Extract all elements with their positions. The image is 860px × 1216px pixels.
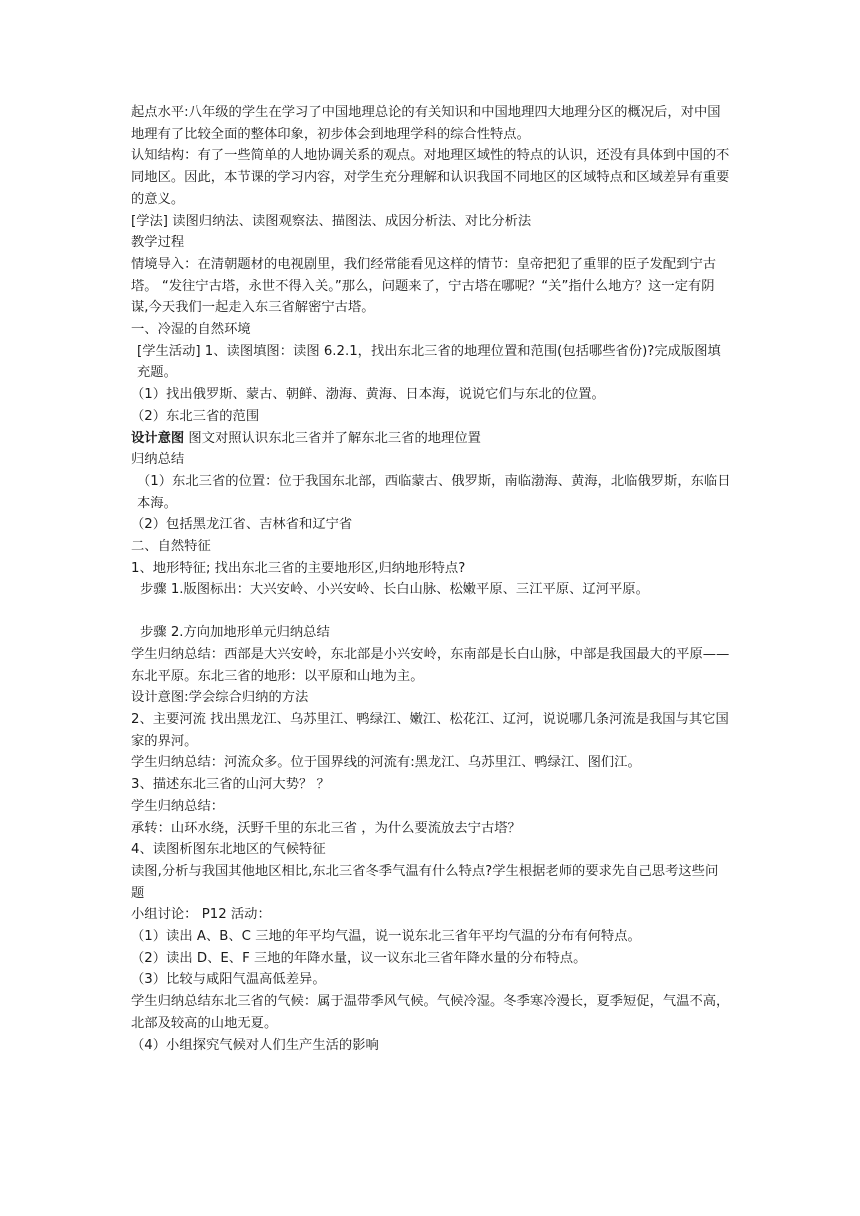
design-intent-text: 图文对照认识东北三省并了解东北三省的地理位置 (188, 430, 481, 446)
paragraph-rivers-summary: 学生归纳总结：河流众多。位于国界线的河流有:黑龙江、乌苏里江、鸭绿江、图们江。 (131, 755, 641, 771)
list-item-2: （2）东北三省的范围 (131, 408, 260, 424)
document-body (131, 102, 731, 1056)
section-heading-1: 一、冷湿的自然环境 (131, 322, 251, 338)
paragraph-climate-summary: 学生归纳总结东北三省的气候：属于温带季风气候。气候冷湿。冬季寒冷漫长，夏季短促，气温不高，北部及较高的山地无夏。 (131, 994, 730, 1031)
paragraph-student-activity: [学生活动] 1、读图填图：读图 6.2.1，找出东北三省的地理位置和范围(包括哪些省份)?完成版图填充题。 (137, 343, 721, 381)
paragraph-scene-intro: 情境导入：在清朝题材的电视剧里，我们经常能看见这样的情节：皇帝把犯了重罪的臣子发配到宁古塔。 “发往宁古塔，永世不得入关。”那么，问题来了，宁古塔在哪呢？“关”指什么地方？这一定有阴谋,今天我们一起走入东三省解密宁古塔。 (131, 256, 717, 316)
paragraph-cognitive-structure: 认知结构：有了一些简单的人地协调关系的观点。对地理区域性的特点的认识，还没有具体到中国的不同地区。因此，本节课的学习内容，对学生充分理解和认识我国不同地区的区域特点和区域差异有重要的意义。 (131, 148, 730, 207)
paragraph-transition: 承转：山环水绕，沃野千里的东北三省 ，为什么要流放去宁古塔？ (131, 820, 521, 836)
paragraph-design-intent-2: 设计意图:学会综合归纳的方法 (131, 690, 309, 706)
discussion-item-2: （2）读出 D、E、F 三地的年降水量，议一议东北三省年降水量的分布特点。 (131, 950, 587, 966)
paragraph-group-discussion: 小组讨论： P12 活动： (131, 907, 271, 923)
paragraph-climate-heading: 4、读图析图东北地区的气候特征 (131, 842, 326, 858)
section-heading-2: 二、自然特征 (131, 539, 211, 555)
summary-item-1: （1）东北三省的位置：位于我国东北部，西临蒙古、俄罗斯，南临渤海、黄海，北临俄罗斯，东临日本海。 (137, 473, 731, 511)
paragraph-terrain-summary: 学生归纳总结：西部是大兴安岭，东北部是小兴安岭，东南部是长白山脉，中部是我国最大的平原——东北平原。东北三省的地形：以平原和山地为主。 (131, 646, 730, 684)
paragraph-design-intent (131, 428, 731, 450)
discussion-item-3: （3）比较与咸阳气温高低差异。 (131, 972, 326, 988)
heading-teaching-process: 教学过程 (131, 235, 185, 251)
paragraph-study-methods: [学法] 读图归纳法、读图观察法、描图法、成因分析法、对比分析法 (131, 213, 532, 229)
paragraph-step-1: 步骤 1.版图标出：大兴安岭、小兴安岭、长白山脉、松嫩平原、三江平原、辽河平原。 (140, 582, 649, 598)
discussion-item-1: （1）读出 A、B、C 三地的年平均气温，说一说东北三省年平均气温的分布有何特点。 (131, 929, 641, 945)
paragraph-rivers: 2、主要河流 找出黑龙江、乌苏里江、鸭绿江、嫩江、松花江、辽河，说说哪几条河流是我国与其它国家的界河。 (131, 711, 729, 749)
paragraph-mountains-rivers: 3、描述东北三省的山河大势？ ？ (131, 777, 330, 793)
paragraph-starting-level: 起点水平:八年级的学生在学习了中国地理总论的有关知识和中国地理四大地理分区的概况后，对中国地理有了比较全面的整体印象，初步体会到地理学科的综合性特点。 (131, 105, 721, 142)
list-item-1: （1）找出俄罗斯、蒙古、朝鲜、渤海、黄海、日本海，说说它们与东北的位置。 (131, 387, 605, 403)
paragraph-step-2: 步骤 2.方向加地形单元归纳总结 (140, 625, 330, 641)
paragraph-climate-analysis: 读图,分析与我国其他地区相比,东北三省冬季气温有什么特点?学生根据老师的要求先自己思考这些问题 (131, 863, 719, 901)
summary-item-2: （2）包括黑龙江省、吉林省和辽宁省 (131, 517, 353, 533)
discussion-item-4: （4）小组探究气候对人们生产生活的影响 (131, 1037, 379, 1053)
paragraph-student-summary: 学生归纳总结： (131, 798, 225, 814)
design-intent-label: 设计意图 (131, 430, 185, 446)
heading-summary: 归纳总结 (131, 452, 185, 468)
paragraph-terrain: 1、地形特征; 找出东北三省的主要地形区,归纳地形特点? (131, 560, 466, 576)
blank-line (131, 601, 731, 622)
